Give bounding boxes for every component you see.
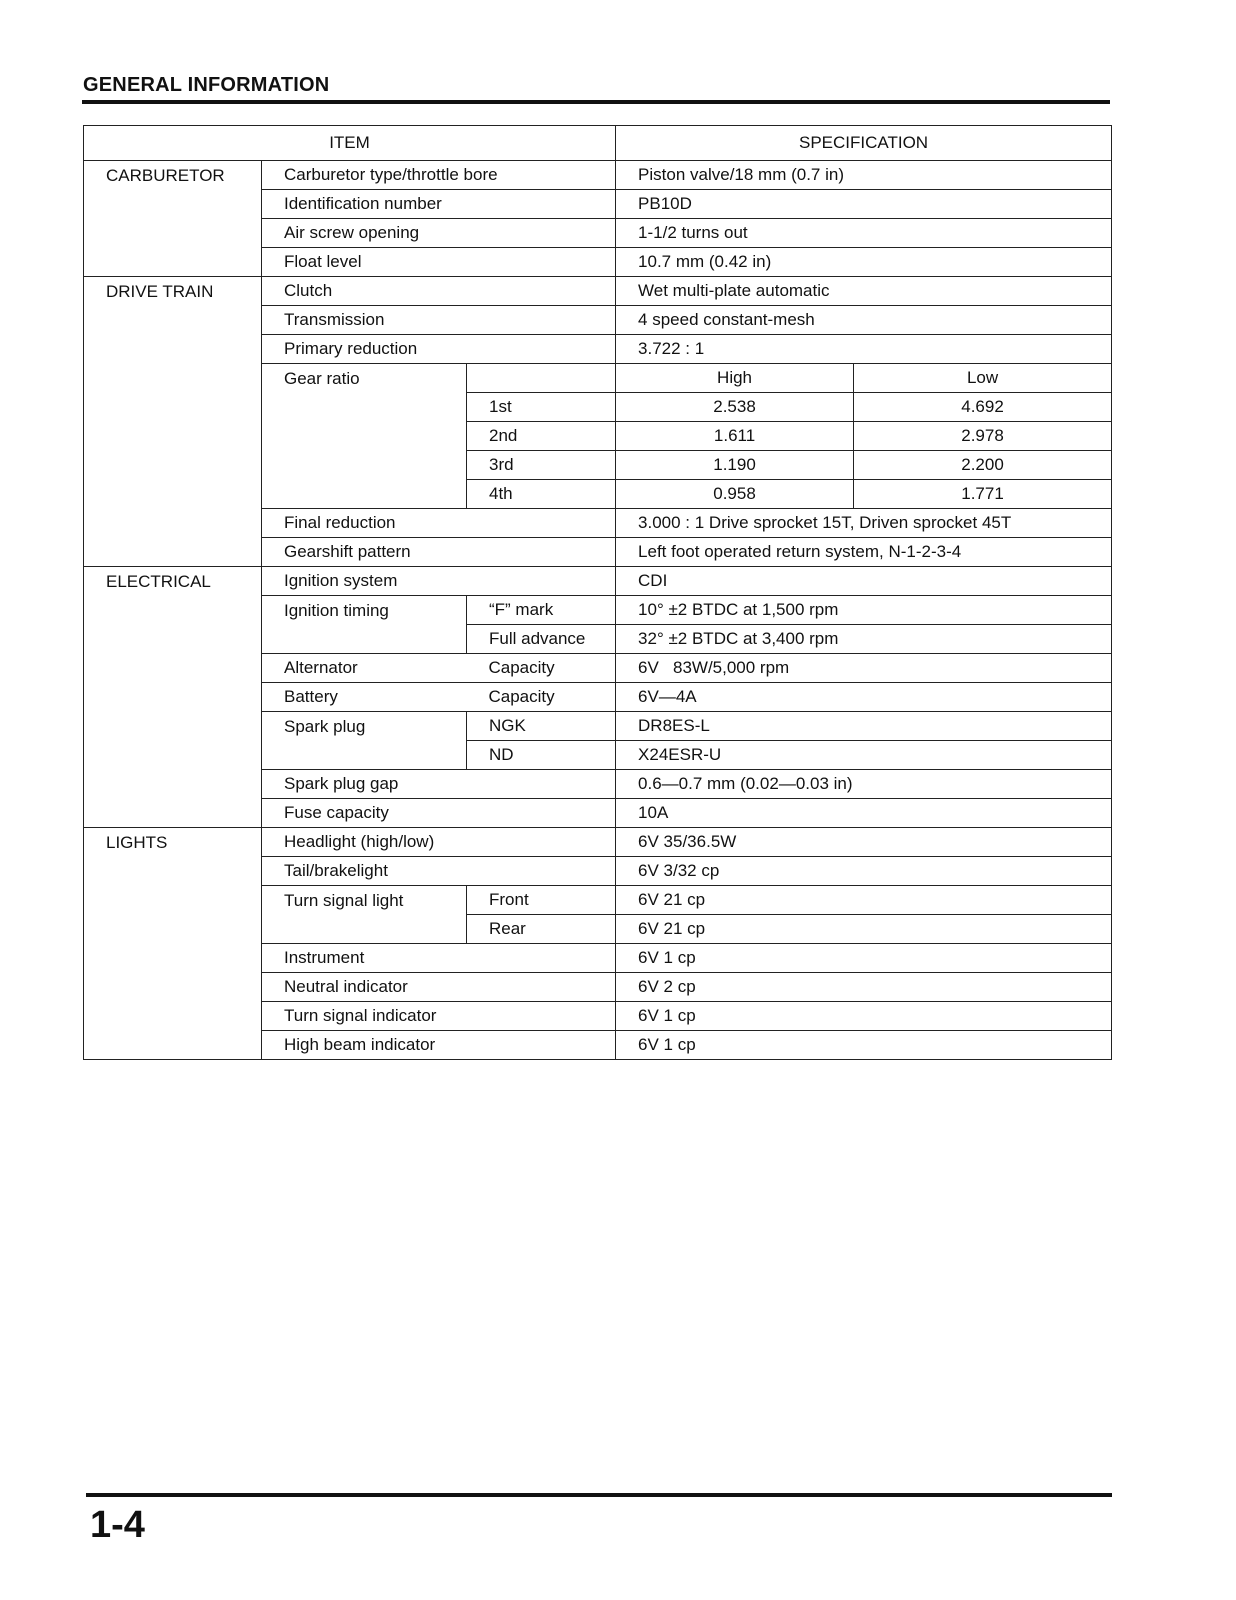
gear-low-value: 1.771	[854, 480, 1112, 509]
gear-low-value: 2.978	[854, 422, 1112, 451]
item-label-turn-signal-light: Turn signal light	[262, 886, 467, 944]
spec-value: 6V 3/32 cp	[616, 857, 1112, 886]
spec-value: 3.722 : 1	[616, 335, 1112, 364]
spec-value: 6V 35/36.5W	[616, 828, 1112, 857]
gear-label: 1st	[467, 393, 616, 422]
item-label: Ignition system	[262, 567, 616, 596]
spec-value: 3.000 : 1 Drive sprocket 15T, Driven sprocket 45T	[616, 509, 1112, 538]
category-drive-train: DRIVE TRAIN	[84, 277, 262, 567]
spec-value: X24ESR-U	[616, 741, 1112, 770]
category-electrical: ELECTRICAL	[84, 567, 262, 828]
gear-label: 2nd	[467, 422, 616, 451]
spec-value: 6V 21 cp	[616, 915, 1112, 944]
spec-value: 4 speed constant-mesh	[616, 306, 1112, 335]
specifications-table	[83, 125, 1112, 1060]
table-row	[84, 828, 1112, 857]
table-row	[84, 567, 1112, 596]
spec-value: 6V 21 cp	[616, 886, 1112, 915]
item-label: Spark plug gap	[262, 770, 616, 799]
item-label: Final reduction	[262, 509, 616, 538]
sub-label: Rear	[467, 915, 616, 944]
footer-rule	[86, 1493, 1112, 1497]
gear-low-value: 4.692	[854, 393, 1112, 422]
sub-label: NGK	[467, 712, 616, 741]
page-title: GENERAL INFORMATION	[83, 74, 330, 96]
item-label: Alternator	[262, 654, 467, 683]
spec-value: CDI	[616, 567, 1112, 596]
table-row	[84, 161, 1112, 190]
item-label: Identification number	[262, 190, 616, 219]
item-label: Fuse capacity	[262, 799, 616, 828]
sub-label: Capacity	[467, 654, 616, 683]
item-label-spark-plug: Spark plug	[262, 712, 467, 770]
spec-value: Left foot operated return system, N-1-2-3-4	[616, 538, 1112, 567]
spec-value: 6V 1 cp	[616, 1002, 1112, 1031]
spec-value: DR8ES-L	[616, 712, 1112, 741]
spec-value: 6V 83W/5,000 rpm	[616, 654, 1112, 683]
item-label: Gearshift pattern	[262, 538, 616, 567]
gear-label: 3rd	[467, 451, 616, 480]
spec-value: 10A	[616, 799, 1112, 828]
table-header-row	[84, 126, 1112, 161]
spec-value: 0.6—0.7 mm (0.02—0.03 in)	[616, 770, 1112, 799]
item-label: Float level	[262, 248, 616, 277]
sub-label: ND	[467, 741, 616, 770]
item-label-gear-ratio: Gear ratio	[262, 364, 467, 509]
item-label: Air screw opening	[262, 219, 616, 248]
item-label: Transmission	[262, 306, 616, 335]
spec-value: Wet multi-plate automatic	[616, 277, 1112, 306]
item-label: Neutral indicator	[262, 973, 616, 1002]
spec-value: 10.7 mm (0.42 in)	[616, 248, 1112, 277]
item-label: Headlight (high/low)	[262, 828, 616, 857]
item-label: Carburetor type/throttle bore	[262, 161, 616, 190]
gear-label: 4th	[467, 480, 616, 509]
spec-value: 6V—4A	[616, 683, 1112, 712]
spec-value: 6V 2 cp	[616, 973, 1112, 1002]
sub-label: Front	[467, 886, 616, 915]
item-label: Instrument	[262, 944, 616, 973]
gear-header-high: High	[616, 364, 854, 393]
sub-label: “F” mark	[467, 596, 616, 625]
gear-high-value: 1.611	[616, 422, 854, 451]
spec-value: 10° ±2 BTDC at 1,500 rpm	[616, 596, 1112, 625]
category-carburetor: CARBURETOR	[84, 161, 262, 277]
category-lights: LIGHTS	[84, 828, 262, 1060]
page-number: 1-4	[90, 1504, 145, 1546]
gear-subheader-blank	[467, 364, 616, 393]
gear-high-value: 0.958	[616, 480, 854, 509]
spec-value: 6V 1 cp	[616, 944, 1112, 973]
spec-value: 6V 1 cp	[616, 1031, 1112, 1060]
spec-value: PB10D	[616, 190, 1112, 219]
sub-label: Full advance	[467, 625, 616, 654]
gear-header-low: Low	[854, 364, 1112, 393]
sub-label: Capacity	[467, 683, 616, 712]
column-header-item: ITEM	[84, 126, 616, 161]
item-label: Clutch	[262, 277, 616, 306]
item-label: Turn signal indicator	[262, 1002, 616, 1031]
header-rule	[82, 100, 1110, 104]
item-label-ignition-timing: Ignition timing	[262, 596, 467, 654]
column-header-specification: SPECIFICATION	[616, 126, 1112, 161]
spec-value: 32° ±2 BTDC at 3,400 rpm	[616, 625, 1112, 654]
item-label: Tail/brakelight	[262, 857, 616, 886]
spec-value: Piston valve/18 mm (0.7 in)	[616, 161, 1112, 190]
table-row	[84, 277, 1112, 306]
spec-value: 1-1/2 turns out	[616, 219, 1112, 248]
gear-high-value: 2.538	[616, 393, 854, 422]
gear-high-value: 1.190	[616, 451, 854, 480]
item-label: High beam indicator	[262, 1031, 616, 1060]
item-label: Battery	[262, 683, 467, 712]
item-label: Primary reduction	[262, 335, 616, 364]
gear-low-value: 2.200	[854, 451, 1112, 480]
